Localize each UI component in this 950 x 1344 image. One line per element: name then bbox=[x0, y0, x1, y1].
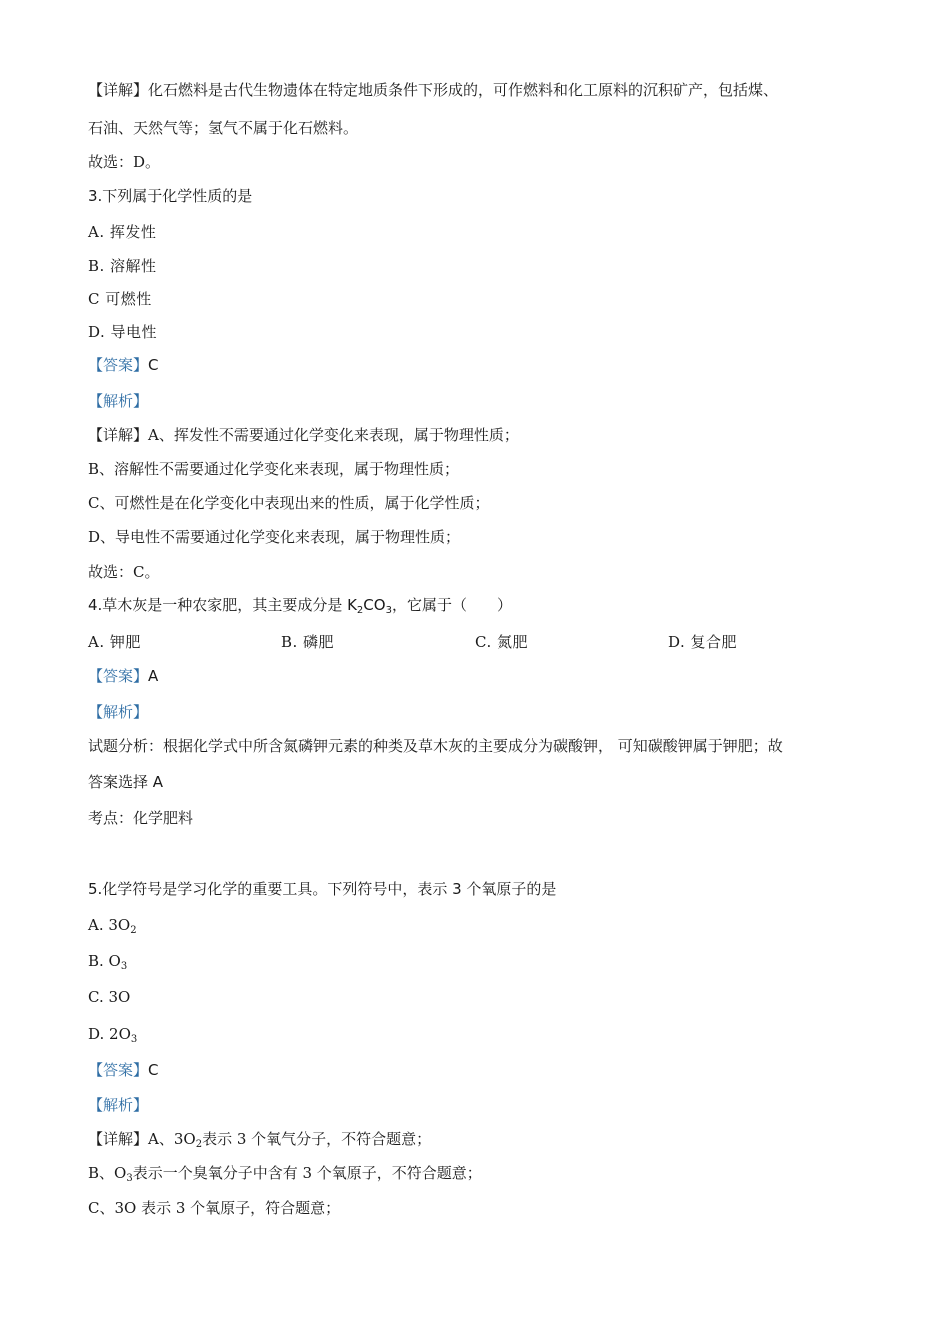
explanation-line: B、$O_3$表示一个臭氧分子中含有 3 个氧原子，不符合题意； bbox=[88, 1164, 482, 1184]
analysis-label: 【解析】 bbox=[88, 703, 149, 721]
option-b: B. 磷肥 bbox=[281, 633, 335, 651]
answer-label: 【答案】 bbox=[88, 667, 149, 685]
question-4: 4.草木灰是一种农家肥，其主要成分是 $K_2CO_3$，它属于（ ） bbox=[88, 596, 512, 616]
option-a: A. 挥发性 bbox=[88, 223, 157, 241]
explanation-line: C、3O 表示 3 个氧原子，符合题意； bbox=[88, 1199, 341, 1217]
option-d: D. $2O_3$ bbox=[88, 1025, 138, 1045]
explanation-line: 石油、天然气等；氢气不属于化石燃料。 bbox=[88, 119, 359, 137]
answer-value: A bbox=[148, 667, 159, 685]
option-b: B. $O_3$ bbox=[88, 952, 128, 972]
answer-line bbox=[88, 1060, 159, 1080]
explanation-line: 【详解】A、挥发性不需要通过化学变化来表现，属于物理性质； bbox=[88, 426, 519, 444]
explanation-line: 答案选择 A bbox=[88, 773, 164, 791]
answer-value: C bbox=[148, 356, 159, 374]
answer-selection: 故选：C。 bbox=[88, 563, 160, 581]
answer-line bbox=[88, 355, 159, 375]
explanation-line: 考点：化学肥料 bbox=[88, 809, 194, 827]
explanation-line: D、导电性不需要通过化学变化来表现，属于物理性质； bbox=[88, 528, 461, 546]
analysis-label: 【解析】 bbox=[88, 392, 149, 410]
analysis-label: 【解析】 bbox=[88, 1096, 149, 1114]
option-d: D. 导电性 bbox=[88, 323, 158, 341]
answer-label: 【答案】 bbox=[88, 1061, 149, 1079]
option-b: B. 溶解性 bbox=[88, 257, 157, 275]
option-a: A. 钾肥 bbox=[88, 633, 141, 651]
answer-value: C bbox=[148, 1061, 159, 1079]
explanation-line: C、可燃性是在化学变化中表现出来的性质，属于化学性质； bbox=[88, 494, 490, 512]
option-d: D. 复合肥 bbox=[668, 633, 738, 651]
question-3: 3.下列属于化学性质的是 bbox=[88, 187, 253, 205]
question-5: 5.化学符号是学习化学的重要工具。下列符号中，表示 3 个氧原子的是 bbox=[88, 880, 557, 898]
option-c: C. 氮肥 bbox=[475, 633, 528, 651]
answer-line bbox=[88, 666, 158, 686]
option-c: C. 3O bbox=[88, 988, 131, 1006]
answer-selection: 故选：D。 bbox=[88, 153, 161, 171]
answer-label: 【答案】 bbox=[88, 356, 149, 374]
option-c: C 可燃性 bbox=[88, 290, 152, 308]
option-a: A. $3O_2$ bbox=[88, 916, 137, 936]
explanation-line: 【详解】A、$3O_2$表示 3 个氧气分子，不符合题意； bbox=[88, 1130, 432, 1150]
explanation-line: 【详解】化石燃料是古代生物遗体在特定地质条件下形成的，可作燃料和化工原料的沉积矿产，包括煤、 bbox=[88, 81, 779, 99]
explanation-line: B、溶解性不需要通过化学变化来表现，属于物理性质； bbox=[88, 460, 460, 478]
explanation-line: 试题分析：根据化学式中所含氮磷钾元素的种类及草木灰的主要成分为碳酸钾， 可知碳酸钾属于钾肥；故 bbox=[88, 737, 783, 755]
